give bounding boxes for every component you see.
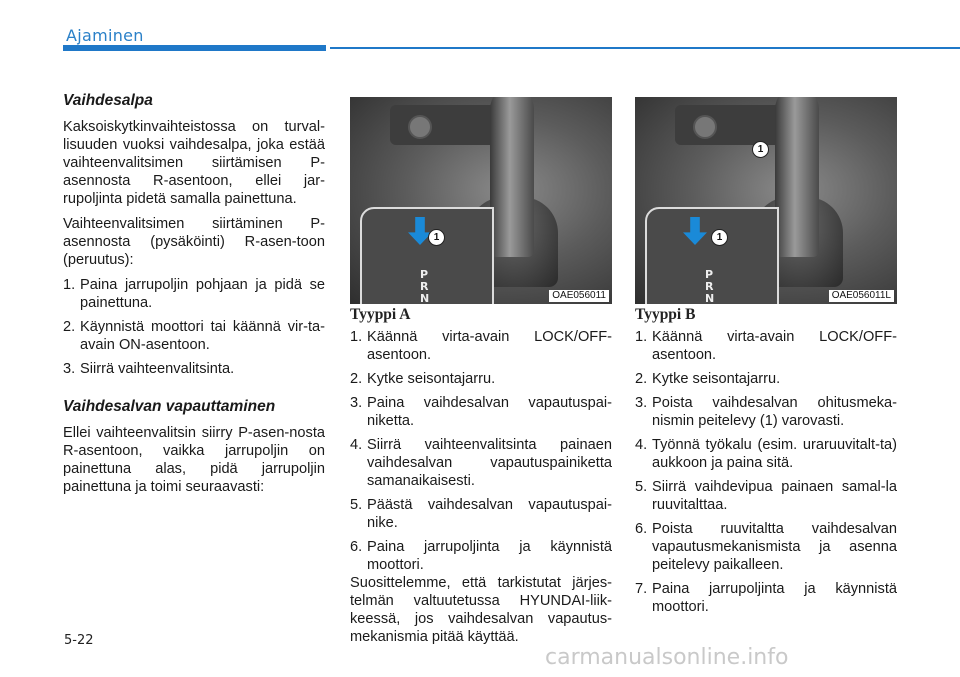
paragraph-release: Ellei vaihteenvalitsin siirry P-asen-nosta R-asentoon, vaikka jarrupoljin on painettuna alas, pidä jarrupoljin painettuna ja toimi seuraavasti: [63,425,325,495]
header-rule-thick [63,45,326,51]
list-number: 4. [635,437,648,453]
gear-position-letters: P R N [705,268,715,304]
detail-inset [360,207,494,304]
list-item [635,520,897,574]
callout-badge: 1 [428,229,445,246]
list-number: 3. [63,361,76,377]
list-number: 5. [350,497,363,513]
list-number: 2. [63,319,76,335]
list-item [63,318,325,354]
list-text: Käynnistä moottori tai käännä vir-ta-avain ON-asentoon. [80,319,325,353]
list-text: Kytke seisontajarru. [652,371,781,387]
paragraph-moving-selector: Vaihteenvalitsimen siirtäminen P-asennosta (pysäköinti) R-asen-toon (peruutus): [63,216,325,268]
power-outlet-icon [408,115,432,139]
gear-lever [490,97,534,257]
image-code: OAE056011 [549,290,609,302]
list-text: Siirrä vaihteenvalitsinta. [80,361,235,377]
callout-badge: 1 [752,141,769,158]
console-panel [675,105,785,145]
list-number: 3. [635,395,648,411]
list-text: Käännä virta-avain LOCK/OFF-asentoon. [652,329,897,363]
list-item [350,394,612,430]
list-item [635,436,897,472]
list-number: 2. [350,371,363,387]
list-number: 6. [635,521,648,537]
list-number: 1. [63,277,76,293]
gear-lever [775,97,819,257]
list-text: Paina jarrupoljinta ja käynnistä moottori. [367,539,612,573]
list-item [635,580,897,616]
callout-badge: 1 [711,229,728,246]
list-item [635,328,897,364]
list-item [635,394,897,430]
shift-lock-photo-type-a [350,97,612,304]
list-number: 1. [635,329,648,345]
list-text: Käännä virta-avain LOCK/OFF-asentoon. [367,329,612,363]
list-text: Kytke seisontajarru. [367,371,496,387]
list-text: Poista vaihdesalvan ohitusmeka-nismin peitelevy (1) varovasti. [652,395,897,429]
paragraph-intro: Kaksoiskytkinvaihteistossa on turval-lisuuden vuoksi vaihdesalpa, joka estää vaihteenvalitsimen siirtämisen P-asennosta R-asentoon, ellei jar-rupoljinta pidetä samalla painettuna. [63,119,325,207]
section-title: Ajaminen [66,26,144,45]
console-panel [390,105,500,145]
list-item [635,478,897,514]
list-item [635,370,897,388]
list-number: 4. [350,437,363,453]
detail-inset [645,207,779,304]
screwdriver-arrow-icon [683,217,707,245]
heading-type-b: Tyyppi B [635,306,696,323]
list-item [350,496,612,532]
page-number: 5-22 [64,633,94,648]
watermark: carmanualsonline.info [545,645,789,670]
paragraph-recommendation: Suosittelemme, että tarkistutat järjes-telmän valtuutetussa HYUNDAI-liik-keessä, jos vaihdesalvan vapautus-mekanismia pitää käyttää. [350,575,612,645]
list-number: 2. [635,371,648,387]
list-text: Siirrä vaihdevipua painaen samal-la ruuvitalttaa. [652,479,897,513]
list-text: Päästä vaihdesalvan vapautuspai-nike. [367,497,612,531]
column-left [63,92,325,496]
list-text: Paina vaihdesalvan vapautuspai-niketta. [367,395,612,429]
column-middle [350,306,612,646]
heading-type-a: Tyyppi A [350,306,411,323]
image-code: OAE056011L [829,290,894,302]
gear-position-letters: P R N [420,268,430,304]
list-number: 3. [350,395,363,411]
header-rule-thin [330,47,960,49]
list-number: 7. [635,581,648,597]
list-text: Siirrä vaihteenvalitsinta painaen vaihdesalvan vapautuspainiketta samanaikaisesti. [367,437,612,489]
list-number: 6. [350,539,363,555]
heading-vaihdesalpa: Vaihdesalpa [63,92,153,109]
list-number: 5. [635,479,648,495]
list-item [350,370,612,388]
list-number: 1. [350,329,363,345]
column-right [635,306,897,616]
heading-release: Vaihdesalvan vapauttaminen [63,398,276,415]
list-item [63,276,325,312]
list-item [350,436,612,490]
list-text: Poista ruuvitaltta vaihdesalvan vapautusmekanismista ja asenna peitelevy paikalleen. [652,521,897,573]
power-outlet-icon [693,115,717,139]
list-text: Paina jarrupoljinta ja käynnistä moottori. [652,581,897,615]
shift-lock-photo-type-b [635,97,897,304]
list-text: Paina jarrupoljin pohjaan ja pidä se painettuna. [80,277,325,311]
list-item [350,538,612,574]
list-text: Työnnä työkalu (esim. uraruuvitalt-ta) aukkoon ja paina sitä. [652,437,897,471]
list-item [350,328,612,364]
list-item [63,360,325,378]
